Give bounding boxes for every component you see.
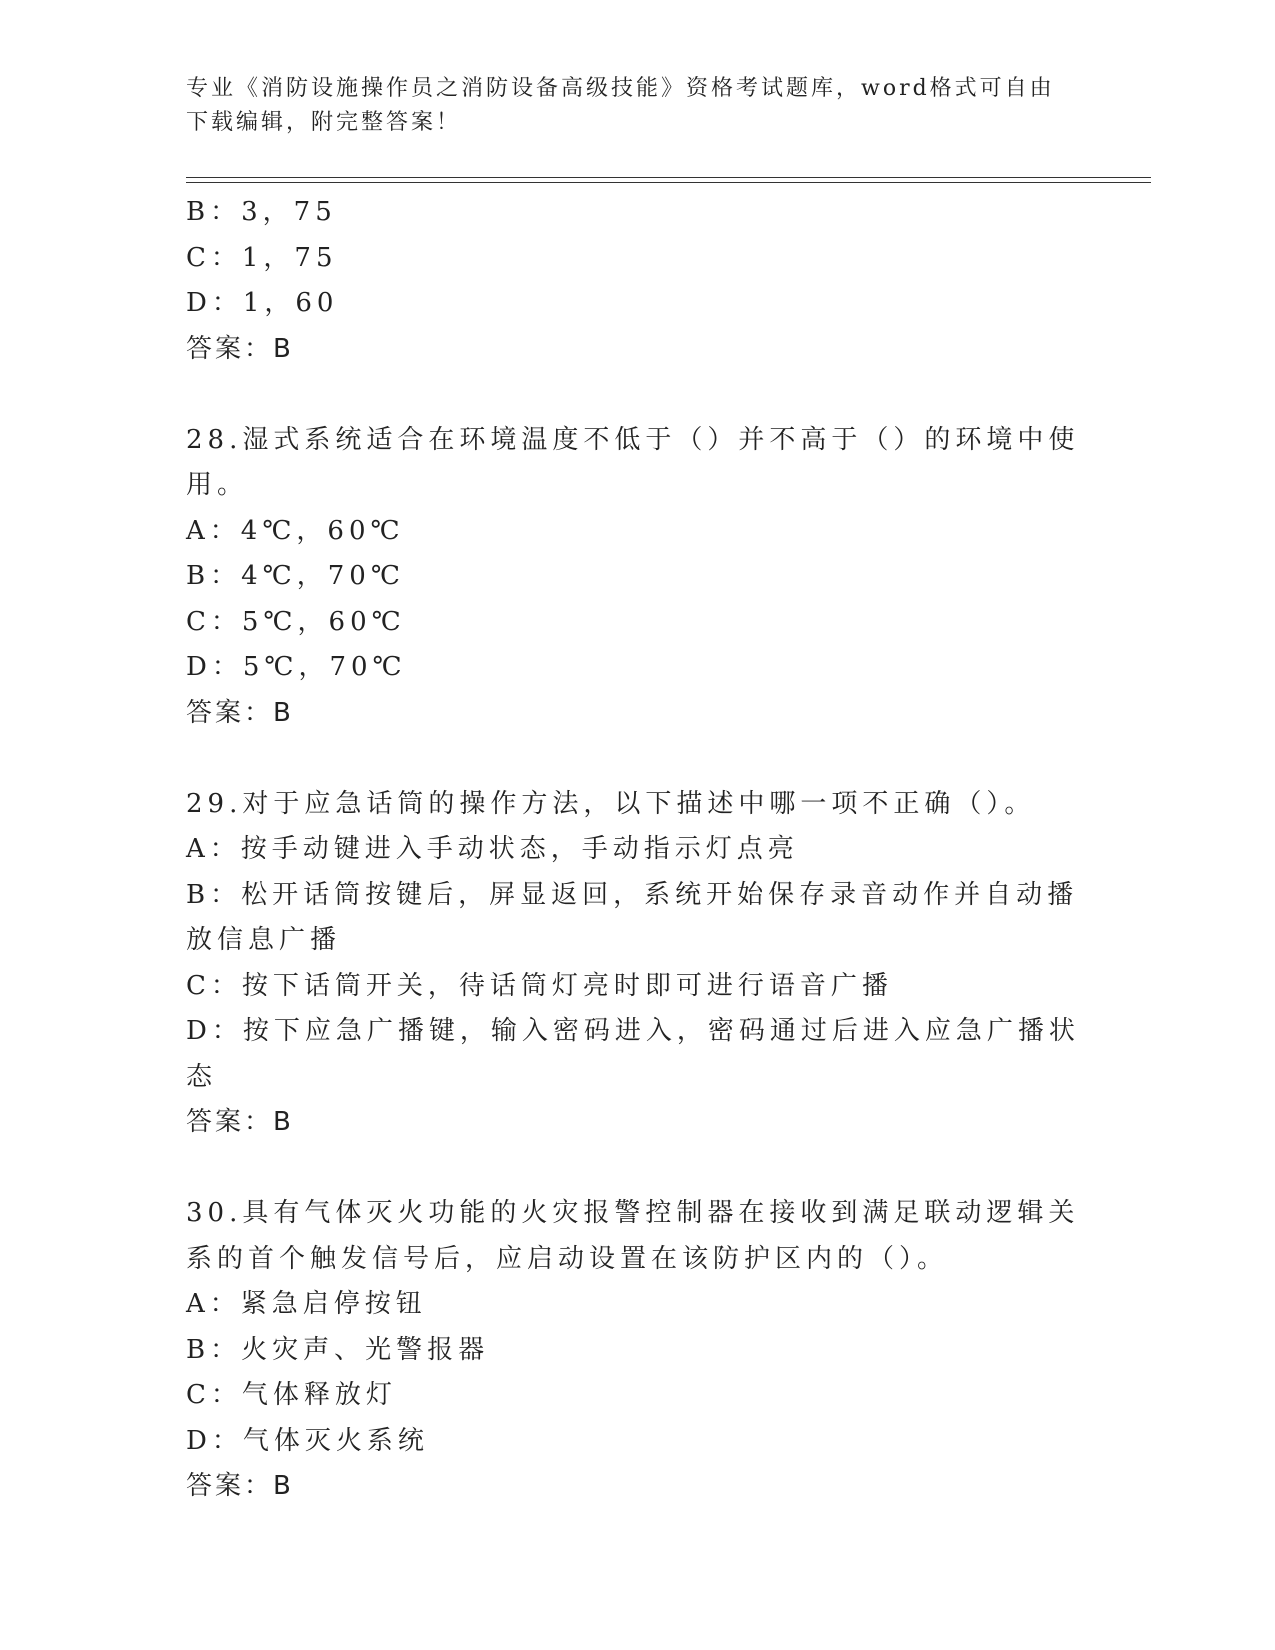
option-a: A：4℃，60℃	[186, 515, 405, 546]
option-c: C：5℃，60℃	[186, 606, 406, 637]
question-28	[186, 418, 1086, 737]
question-30	[186, 1191, 1086, 1510]
answer-line: 答案：B	[186, 1107, 294, 1137]
header-rule-top	[186, 177, 1151, 178]
answer-line: 答案：B	[186, 333, 294, 364]
question-stem: 29.对于应急话筒的操作方法，以下描述中哪一项不正确（）。	[186, 788, 1036, 819]
option-c: C：按下话筒开关，待话筒灯亮时即可进行语音广播	[186, 970, 893, 1001]
option-a: A：按手动键进入手动状态，手动指示灯点亮	[186, 834, 799, 864]
option-b: B：火灾声、光警报器	[186, 1334, 490, 1365]
header-rule-bottom	[186, 182, 1151, 183]
option-d: D：按下应急广播键，输入密码进入，密码通过后进入应急广播状态	[186, 1016, 1080, 1092]
option-a: A：紧急启停按钮	[186, 1289, 427, 1319]
option-b: B：4℃，70℃	[186, 561, 405, 591]
option-d: D：5℃，70℃	[186, 652, 407, 682]
option-d: D：1，60	[186, 288, 339, 318]
question-29	[186, 782, 1086, 1146]
option-b: B：3，75	[186, 197, 337, 227]
option-b: B：松开话筒按键后，屏显返回，系统开始保存录音动作并自动播放信息广播	[186, 879, 1079, 955]
question-spacer	[186, 736, 1086, 782]
question-spacer	[186, 1146, 1086, 1192]
question-stem: 28.湿式系统适合在环境温度不低于（）并不高于（）的环境中使用。	[186, 424, 1080, 500]
option-c: C：气体释放灯	[186, 1380, 397, 1410]
question-spacer	[186, 372, 1086, 418]
document-header: 专业《消防设施操作员之消防设备高级技能》资格考试题库，word格式可自由下载编辑，附完整答案！	[186, 76, 1055, 135]
option-c: C：1，75	[186, 242, 338, 273]
question-list	[186, 190, 1086, 1510]
question-stem: 30.具有气体灭火功能的火灾报警控制器在接收到满足联动逻辑关系的首个触发信号后，应启动设置在该防护区内的（）。	[186, 1198, 1080, 1274]
answer-line: 答案：B	[186, 697, 294, 728]
option-d: D：气体灭火系统	[186, 1425, 429, 1456]
question-27-continued	[186, 190, 1086, 372]
answer-line: 答案：B	[186, 1471, 294, 1501]
